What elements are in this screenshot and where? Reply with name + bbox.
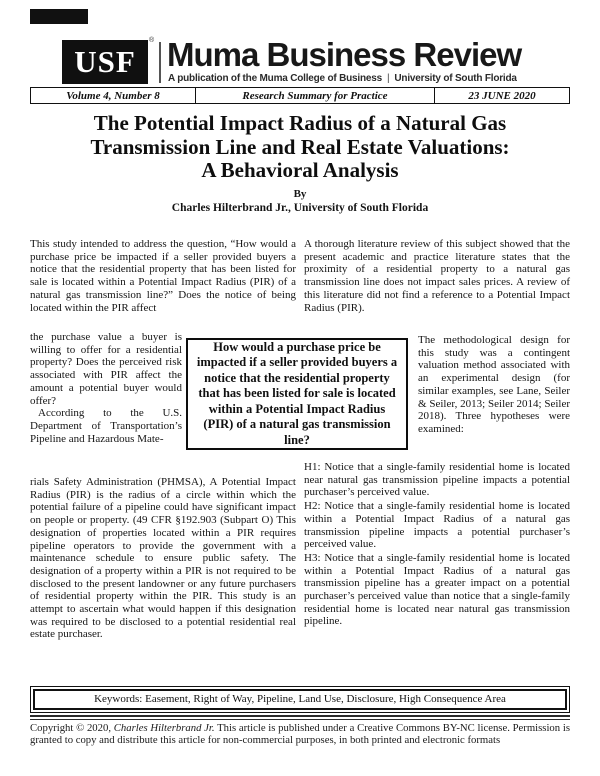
- right-column-paragraph-1: [304, 238, 570, 314]
- left-column-paragraph-2: [30, 476, 296, 641]
- hypotheses-block: [304, 461, 570, 629]
- keywords-label: Keywords:: [94, 693, 146, 705]
- registered-mark: ®: [149, 37, 155, 44]
- paragraph-text: rials Safety Administration (PHMSA), A Potential Impact Radius (PIR) is the radius of a circle within which the potential failure of a pipeline could have significant impact on people or property. (49 CFR §192.903 (Subpart O) This designation of properties located within a PIR requires pipeline operators to provide the government with a maintenance schedule to ensure public safety. The designation of a property within a PIR is not required to be disclosed to the present landowner or any future purchasers of residential property within the PIR. This study is an attempt to ascertain what would happen if this designation was required to be disclosed to a potential residential real estate purchaser.: [30, 476, 296, 641]
- hypothesis-h1: H1: Notice that a single-family residential home is located near natural gas transmission pipeline impacts a potential purchaser’s perceived value.: [304, 461, 570, 499]
- left-column-paragraph-1: [30, 238, 296, 314]
- journal-title: Muma Business Review: [167, 36, 522, 73]
- paragraph-text: This study intended to address the question, “How would a purchase price be impacted if a seller provided buyers a notice that the residential property that has been listed for sale is located within a Potential Impact Radius (PIR) of a natural gas transmission line?” Does the notice of being located within the PIR affect: [30, 238, 296, 314]
- pull-quote-text: How would a purchase price be impacted if a seller provided buyers a notice that the residential property that has been listed for sale is located within a Potential Impact Radius (PIR) of a natural gas transmission line?: [196, 340, 398, 447]
- issue-info-bar: [30, 87, 570, 104]
- byline-label: By: [293, 188, 307, 200]
- paragraph-text: The methodological design for this study was a contingent valuation method associated with an experimental design (for similar examples, see Lane, Seiler & Seiler, 2013; Seiler 2014; Seiler 2018). Three hypotheses were examined:: [418, 334, 570, 435]
- pull-quote-box: [186, 338, 408, 450]
- author-line: Charles Hilterbrand Jr., University of South Florida: [171, 202, 429, 214]
- article-title-line3: A Behavioral Analysis: [201, 158, 399, 182]
- volume-number: Volume 4, Number 8: [31, 88, 196, 103]
- usf-logo-text: USF: [74, 44, 136, 79]
- masthead-divider: [159, 42, 161, 83]
- tagline-separator: |: [386, 73, 390, 84]
- right-column-narrow-block: [418, 334, 570, 436]
- copyright-notice: [30, 722, 570, 747]
- usf-logo: [62, 40, 148, 84]
- paragraph-text: A thorough literature review of this subject showed that the present academic and practice literature states that the proximity of a residential property to a natural gas transmission line does not impact sales prices. A review of this literature did not find a reference to a Potential Impact Radius (PIR).: [304, 238, 570, 314]
- hypothesis-h3: H3: Notice that a single-family residential home is located within a Potential Impact Radius of a natural gas transmission pipeline has a greater impact on a potential purchaser’s perceived value than notice that a single-family residential home is located near natural gas transmission pipeline.: [304, 551, 570, 628]
- keywords-line: [33, 689, 567, 710]
- tagline-publisher: A publication of the Muma College of Business: [168, 73, 382, 84]
- page-corner-tab: [30, 9, 88, 24]
- article-title: [20, 112, 580, 183]
- article-title-line2: Transmission Line and Real Estate Valuations:: [90, 134, 510, 159]
- article-category: Research Summary for Practice: [196, 88, 435, 103]
- keywords-list: Easement, Right of Way, Pipeline, Land Use, Disclosure, High Consequence Area: [145, 693, 506, 705]
- footer-rule: [30, 715, 570, 720]
- journal-tagline: [168, 73, 568, 84]
- copyright-prefix: Copyright © 2020,: [30, 722, 114, 734]
- hypothesis-h2: H2: Notice that a single-family residential home is located within a Potential Impact Radius of a natural gas transmission pipeline impacts a potential purchaser’s perceived value.: [304, 500, 570, 551]
- issue-date: 23 JUNE 2020: [468, 89, 536, 102]
- tagline-university: University of South Florida: [394, 73, 517, 84]
- left-column-narrow-block: [30, 331, 182, 445]
- paragraph-text: According to the U.S. Department of Transportation’s Pipeline and Hazardous Mate-: [30, 407, 182, 445]
- article-title-line1: The Potential Impact Radius of a Natural Gas: [93, 111, 507, 135]
- paragraph-text: the purchase value a buyer is willing to offer for a residential property? Does the perceived risk associated with PIR affect the amount a potential buyer would offer?: [30, 331, 182, 407]
- keywords-box: [30, 686, 570, 713]
- copyright-text: This article is published under a Creative Commons BY-NC license. Permission is granted to copy and distribute this article for non-commercial purposes, in both printed and electronic formats: [30, 722, 570, 747]
- copyright-author-name: Charles Hilterbrand Jr.: [113, 722, 215, 734]
